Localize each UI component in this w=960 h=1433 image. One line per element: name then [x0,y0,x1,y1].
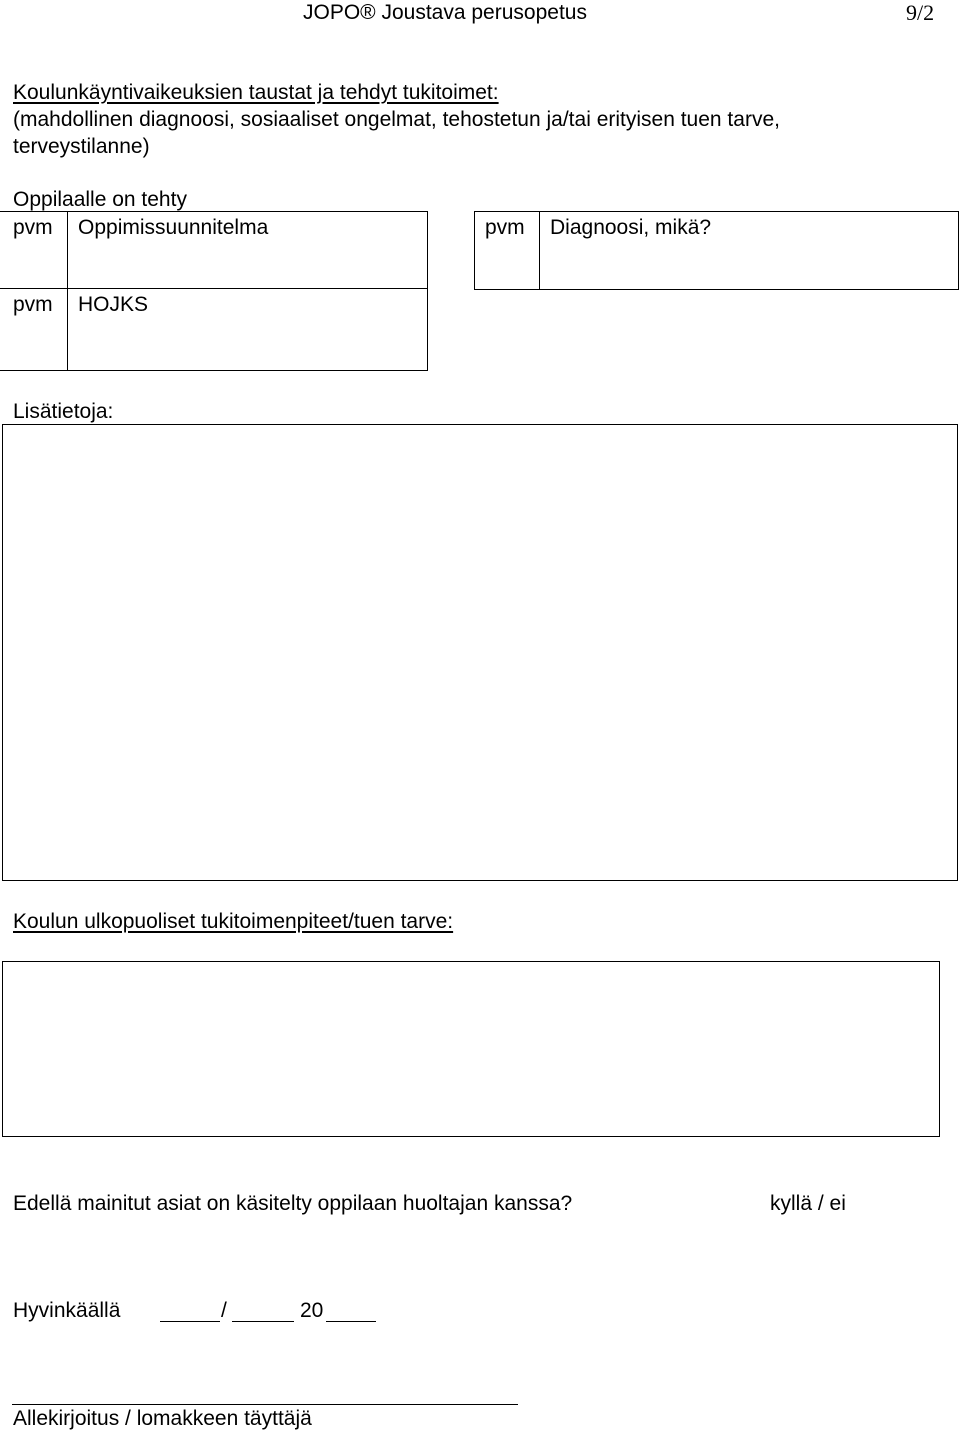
plan-table-row-divider [0,288,428,289]
learning-plan-entry[interactable] [69,240,426,286]
hojks-date-label: pvm [13,293,53,316]
month-blank[interactable] [232,1321,294,1322]
additional-info-box[interactable] [2,424,958,881]
guardian-answer-options[interactable]: kyllä / ei [770,1192,846,1215]
external-support-box[interactable] [2,961,940,1137]
place-label: Hyvinkäällä [13,1299,121,1322]
hojks-entry[interactable] [69,318,426,368]
plan-table-date-divider [67,211,68,371]
section-heading-background: Koulunkäyntivaikeuksien taustat ja tehdyt tukitoimet: [13,81,499,104]
signature-line[interactable] [12,1404,518,1405]
year-blank[interactable] [326,1321,376,1322]
page-number: 9/2 [906,0,935,25]
plan-date-label: pvm [13,216,53,239]
done-for-student-label: Oppilaalle on tehty [13,188,187,211]
signature-label: Allekirjoitus / lomakkeen täyttäjä [13,1407,312,1430]
external-support-label: Koulun ulkopuoliset tukitoimenpiteet/tuen tarve: [13,910,454,933]
diagnosis-date-divider [539,211,540,290]
additional-info-label: Lisätietoja: [13,400,114,423]
diagnosis-date-label: pvm [485,216,525,239]
diagnosis-entry[interactable] [541,242,955,287]
diagnosis-label: Diagnoosi, mikä? [550,216,712,239]
document-title: JOPO® Joustava perusopetus [303,1,587,24]
date-separator: / [221,1299,227,1322]
section-note-line-2: terveystilanne) [13,135,150,158]
year-prefix: 20 [300,1299,324,1322]
day-blank[interactable] [160,1321,220,1322]
section-note-line-1: (mahdollinen diagnoosi, sosiaaliset ongelmat, tehostetun ja/tai erityisen tuen tarve, [13,108,780,131]
guardian-question: Edellä mainitut asiat on käsitelty oppilaan huoltajan kanssa? [13,1192,573,1215]
learning-plan-label: Oppimissuunnitelma [78,216,269,239]
hojks-label: HOJKS [78,293,149,316]
